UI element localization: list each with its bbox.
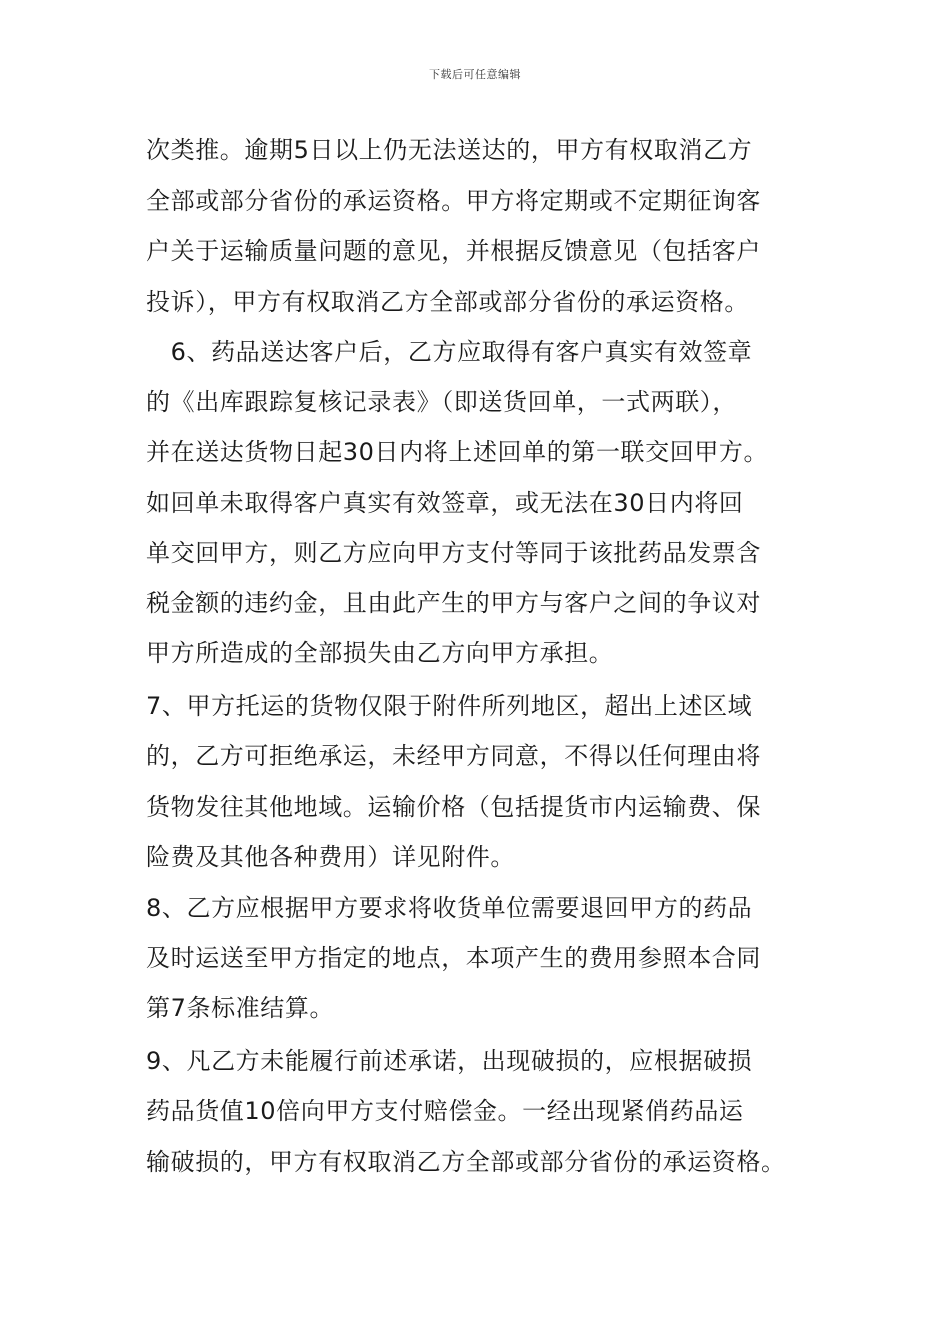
- text-line: 货物发往其他地域。运输价格（包括提货市内运输费、保: [146, 793, 761, 821]
- text-line: 险费及其他各种费用）详见附件。: [146, 843, 515, 871]
- text-line: 9、凡乙方未能履行前述承诺，出现破损的，应根据破损: [146, 1047, 753, 1075]
- text-line: 户关于运输质量问题的意见，并根据反馈意见（包括客户: [146, 237, 761, 265]
- text-line: 税金额的违约金，且由此产生的甲方与客户之间的争议对: [146, 589, 761, 617]
- text-line: 的《出库跟踪复核记录表》（即送货回单，一式两联），: [146, 388, 737, 416]
- text-line: 次类推。逾期5日以上仍无法送达的，甲方有权取消乙方: [146, 136, 753, 164]
- text-line: 药品货值10倍向甲方支付赔偿金。一经出现紧俏药品运: [146, 1097, 744, 1125]
- text-line: 8、乙方应根据甲方要求将收货单位需要退回甲方的药品: [146, 894, 753, 922]
- page-header: 下载后可任意编辑: [429, 68, 521, 81]
- text-line: 第7条标准结算。: [146, 994, 335, 1022]
- text-line: 并在送达货物日起30日内将上述回单的第一联交回甲方。: [146, 438, 769, 466]
- text-line: 7、甲方托运的货物仅限于附件所列地区，超出上述区域: [146, 692, 753, 720]
- text-line: 及时运送至甲方指定的地点，本项产生的费用参照本合同: [146, 944, 761, 972]
- text-line: 的，乙方可拒绝承运，未经甲方同意，不得以任何理由将: [146, 742, 761, 770]
- text-line: 投诉），甲方有权取消乙方全部或部分省份的承运资格。: [146, 288, 749, 316]
- text-line: 输破损的，甲方有权取消乙方全部或部分省份的承运资格。: [146, 1148, 786, 1176]
- text-line: 6、药品送达客户后，乙方应取得有客户真实有效签章: [146, 338, 753, 366]
- text-line: 单交回甲方，则乙方应向甲方支付等同于该批药品发票含: [146, 539, 761, 567]
- text-line: 甲方所造成的全部损失由乙方向甲方承担。: [146, 639, 614, 667]
- text-line: 全部或部分省份的承运资格。甲方将定期或不定期征询客: [146, 187, 761, 215]
- text-line: 如回单未取得客户真实有效签章，或无法在30日内将回: [146, 489, 744, 517]
